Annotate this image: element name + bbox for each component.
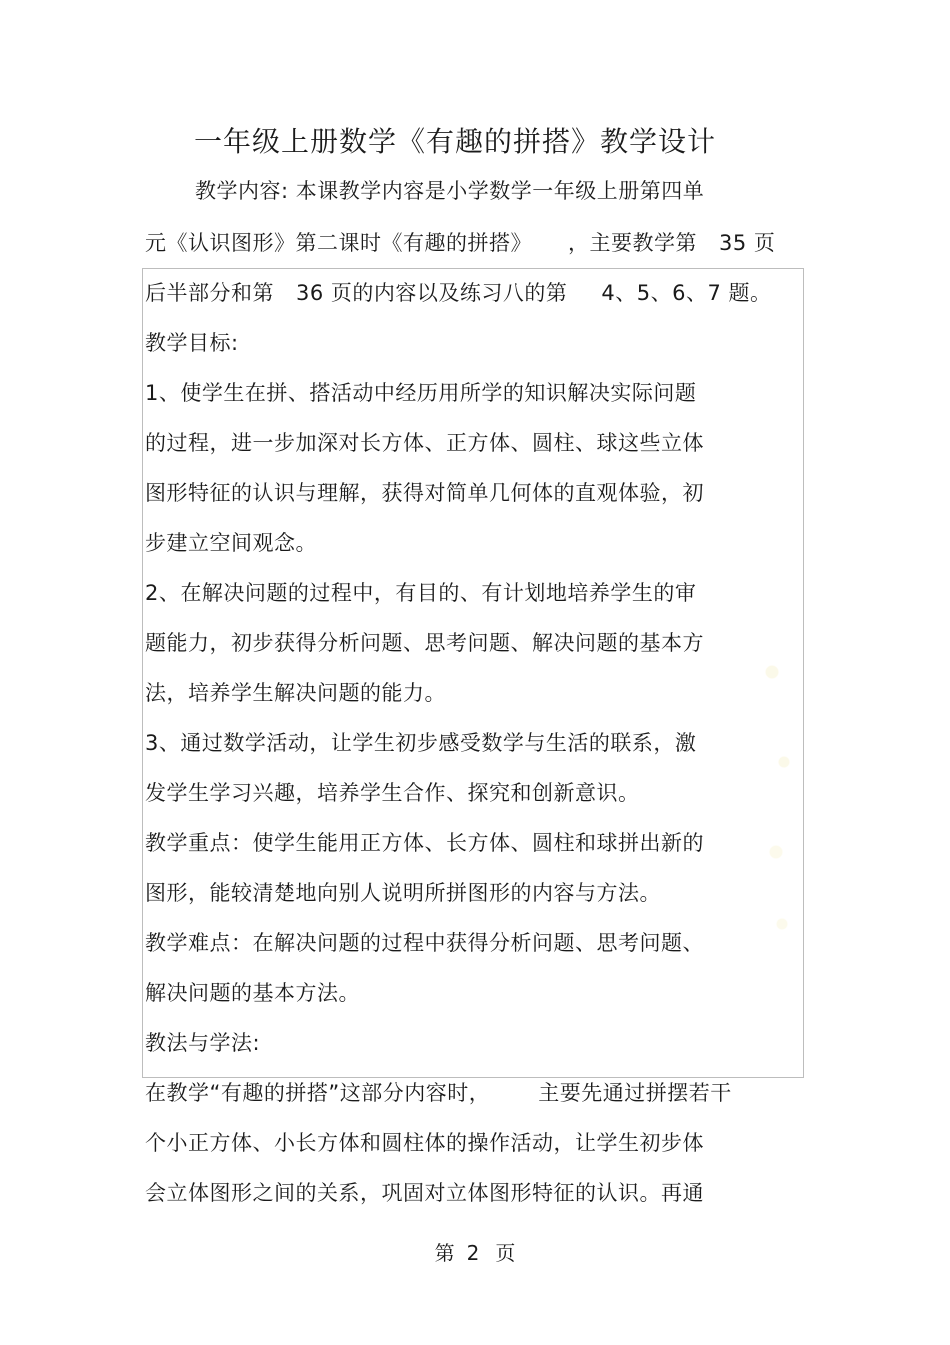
page-suffix: 页 [495, 1241, 516, 1265]
line-segment: 主要先通过拼摆若干 [538, 1081, 732, 1105]
paragraph-line [145, 228, 775, 258]
paragraph-line: 会立体图形之间的关系，巩固对立体图形特征的认识。再通 [145, 1181, 704, 1205]
page-footer [0, 1238, 950, 1268]
document-title: 一年级上册数学《有趣的拼搭》教学设计 [193, 125, 716, 158]
line-segment: 元《认识图形》第二课时《有趣的拼搭》 [145, 231, 532, 255]
paragraph-line: 图形，能较清楚地向别人说明所拼图形的内容与方法。 [145, 881, 661, 905]
paragraph-line: 1、使学生在拼、搭活动中经历用所学的知识解决实际问题 [145, 381, 697, 405]
page-prefix: 第 [434, 1241, 455, 1265]
line-segment: 4、5、6、7 题。 [601, 281, 772, 305]
paragraph-line: 题能力，初步获得分析问题、思考问题、解决问题的基本方 [145, 631, 704, 655]
line-segment: ，主要教学第 [568, 231, 697, 255]
line-segment: 后半部分和第 [145, 281, 274, 305]
section-heading: 教法与学法: [145, 1031, 261, 1055]
paragraph-line [145, 278, 772, 308]
paragraph-line: 教学重点：使学生能用正方体、长方体、圆柱和球拼出新的 [145, 831, 704, 855]
paragraph-line: 个小正方体、小长方体和圆柱体的操作活动，让学生初步体 [145, 1131, 704, 1155]
background-speckle [760, 600, 800, 960]
paragraph-line: 2、在解决问题的过程中，有目的、有计划地培养学生的审 [145, 581, 697, 605]
paragraph-line [145, 1078, 732, 1108]
paragraph-line: 教学内容: 本课教学内容是小学数学一年级上册第四单 [195, 179, 705, 203]
paragraph-line: 3、通过数学活动，让学生初步感受数学与生活的联系，激 [145, 731, 697, 755]
paragraph-line: 图形特征的认识与理解，获得对简单几何体的直观体验，初 [145, 481, 704, 505]
paragraph-line: 解决问题的基本方法。 [145, 981, 360, 1005]
line-segment: 35 页 [719, 231, 776, 255]
paragraph-line: 发学生学习兴趣，培养学生合作、探究和创新意识。 [145, 781, 640, 805]
paragraph-line: 法，培养学生解决问题的能力。 [145, 681, 446, 705]
page-number: 2 [466, 1241, 480, 1265]
paragraph-line: 教学难点：在解决问题的过程中获得分析问题、思考问题、 [145, 931, 704, 955]
section-heading: 教学目标: [145, 331, 239, 355]
line-segment: 36 页的内容以及练习八的第 [296, 281, 568, 305]
paragraph-line: 的过程，进一步加深对长方体、正方体、圆柱、球这些立体 [145, 431, 704, 455]
line-segment: 在教学“有趣的拼搭”这部分内容时， [145, 1081, 491, 1105]
paragraph-line: 步建立空间观念。 [145, 531, 317, 555]
